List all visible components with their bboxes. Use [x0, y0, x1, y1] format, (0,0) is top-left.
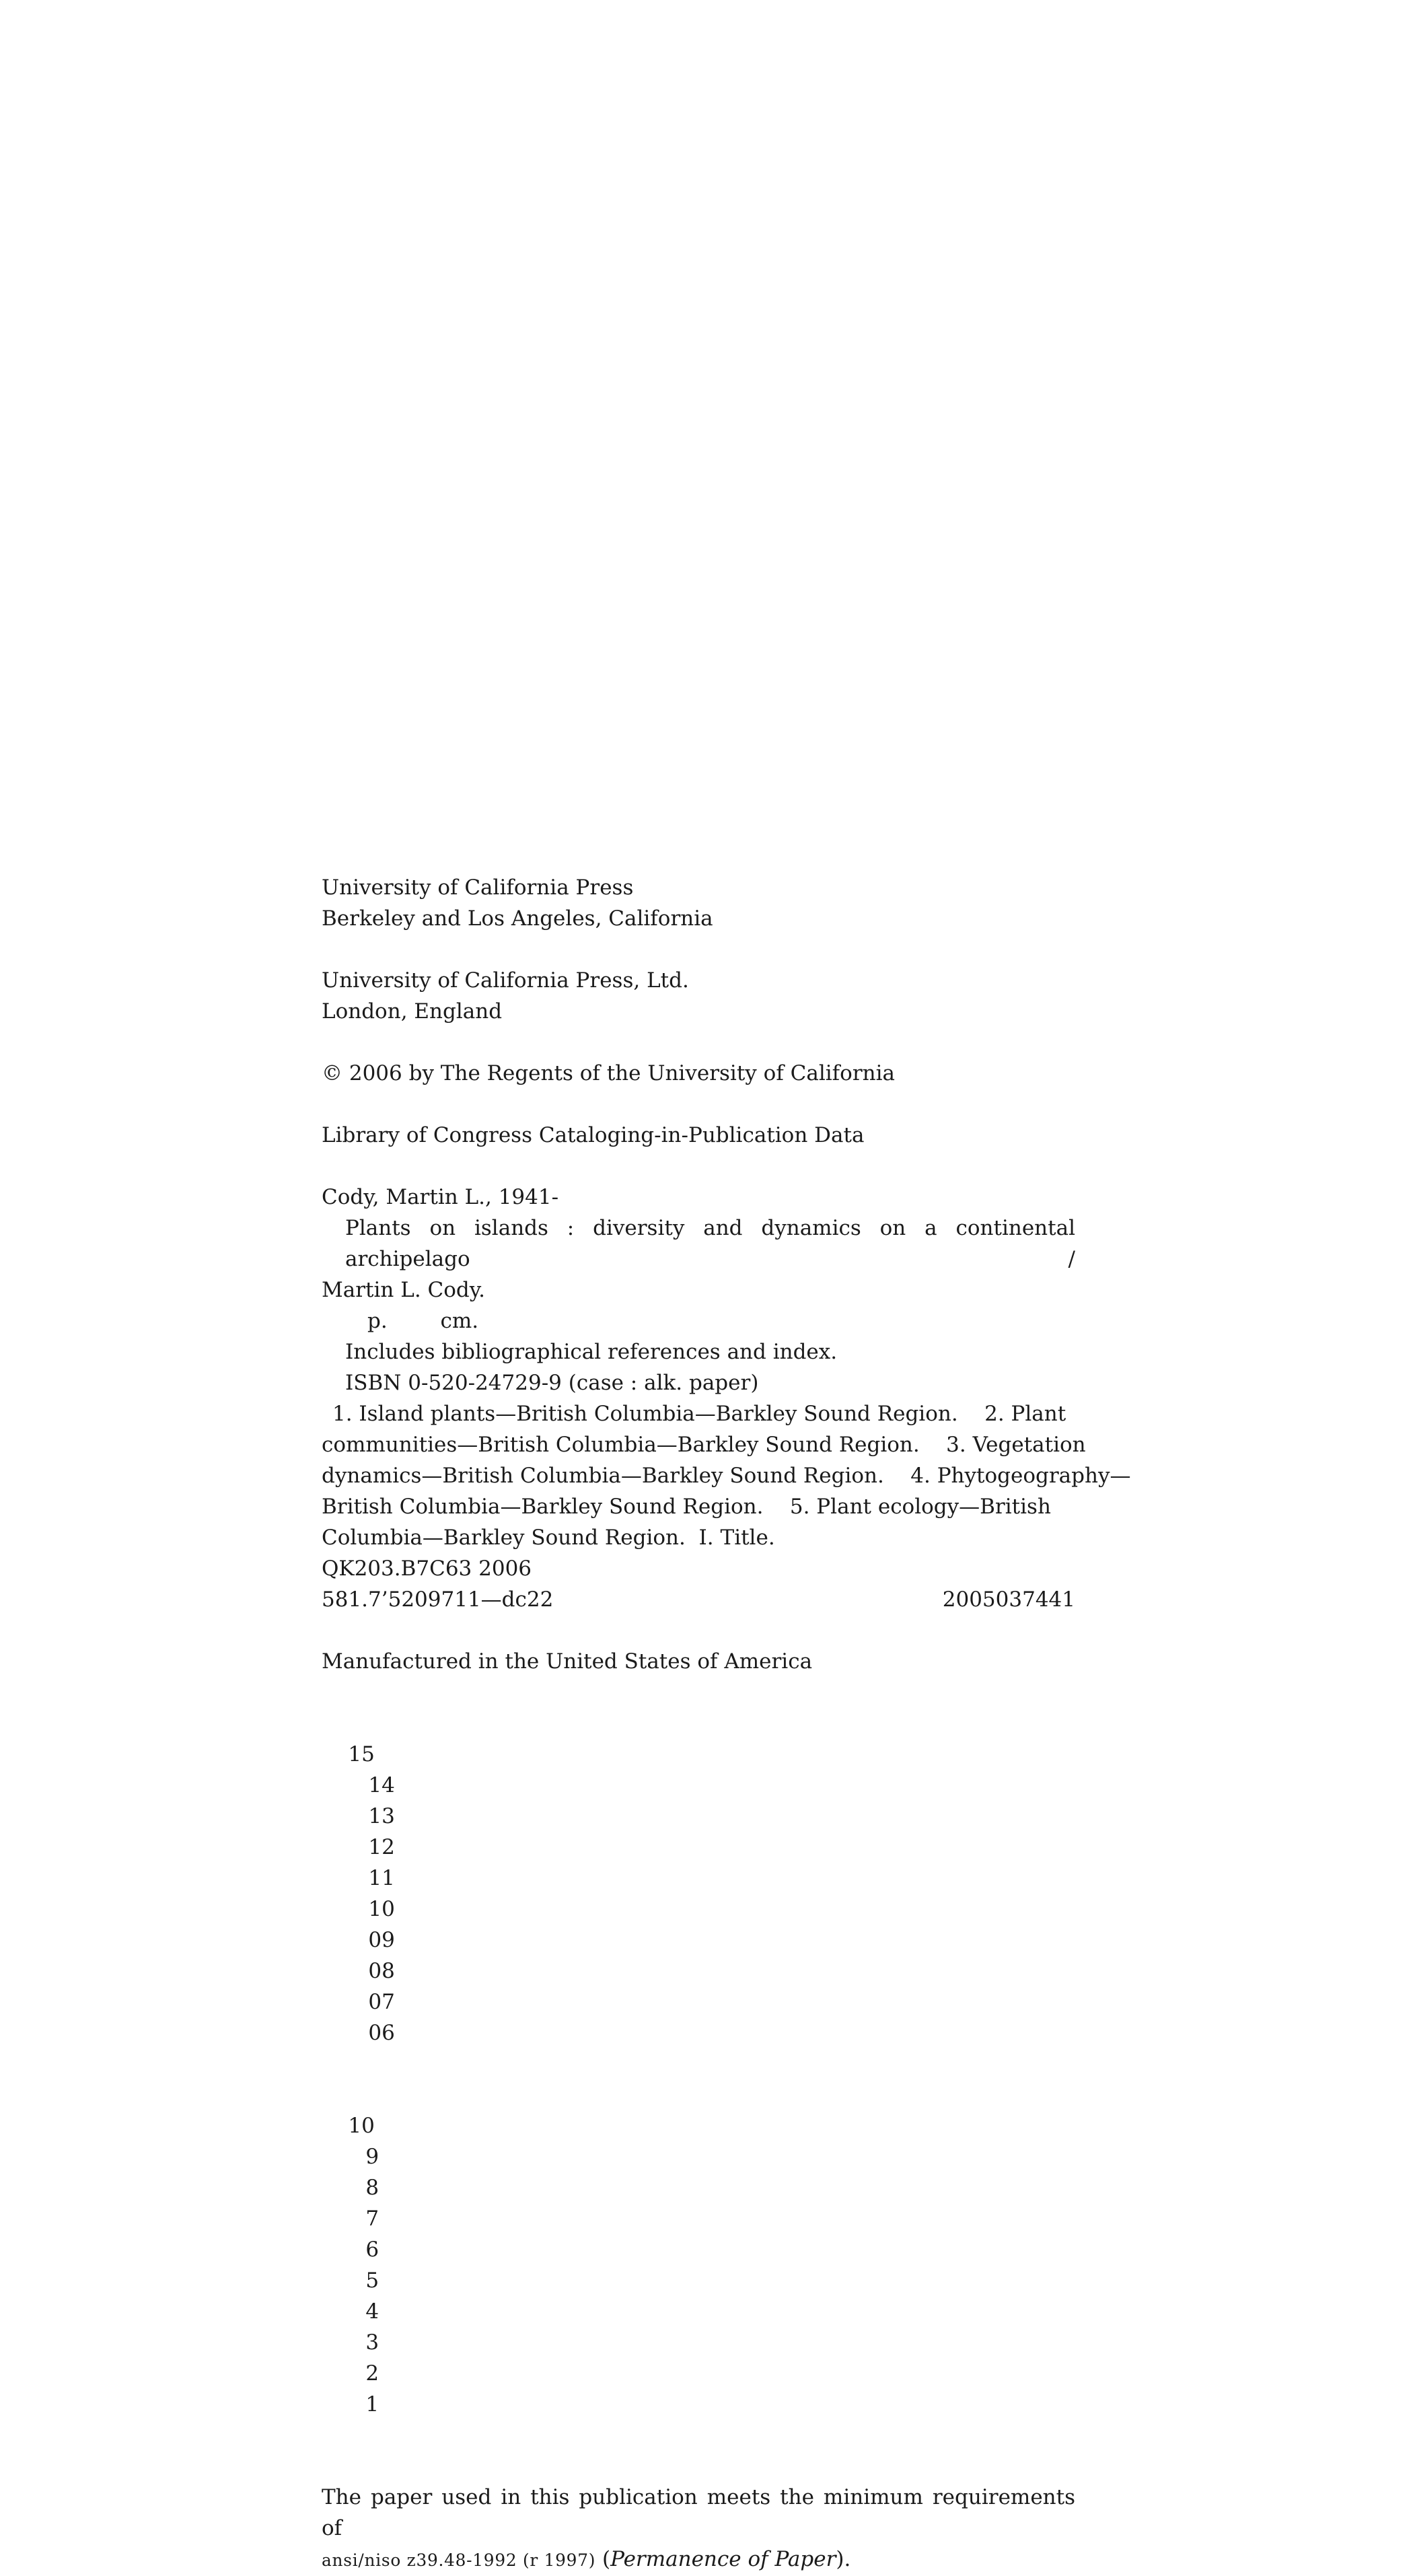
cip-classification-row	[322, 1584, 1075, 1615]
printing-number: 9	[365, 2145, 379, 2169]
cip-subject-line: dynamics—British Columbia—Barkley Sound Region. 4. Phytogeography—	[322, 1464, 1131, 1488]
printing-year: 08	[368, 1959, 395, 1983]
printing-year: 11	[368, 1866, 395, 1890]
publisher-location: Berkeley and Los Angeles, California	[322, 906, 713, 931]
publisher-uk-location: London, England	[322, 999, 503, 1024]
printing-number: 5	[365, 2268, 379, 2293]
cip-heading: Library of Congress Cataloging-in-Publication Data	[322, 1123, 865, 1147]
cip-pages: p. cm.	[367, 1309, 479, 1333]
cip-isbn: ISBN 0-520-24729-9 (case : alk. paper)	[345, 1371, 759, 1395]
spacer	[322, 1151, 1075, 1182]
manufactured-notice: Manufactured in the United States of America	[322, 1649, 813, 1674]
cip-title-line-1: Plants on islands : diversity and dynamics on a continental archipelago /	[345, 1216, 1075, 1271]
cip-subject-line: British Columbia—Barkley Sound Region. 5. Plant ecology—British	[322, 1495, 1051, 1519]
publisher-name: University of California Press	[322, 875, 634, 900]
cip-subject-line: Columbia—Barkley Sound Region. I. Title.	[322, 1526, 775, 1550]
cip-subject-line: 1. Island plants—British Columbia—Barkley Sound Region. 2. Plant	[332, 1402, 1066, 1426]
spacer	[322, 1027, 1075, 1058]
copyright-page-block	[322, 872, 1131, 2576]
printing-years-row	[322, 1708, 1075, 2079]
paper-close: ).	[836, 2547, 851, 2571]
printing-year: 12	[368, 1835, 395, 1859]
cip-title-line-2: Martin L. Cody.	[322, 1278, 486, 1302]
spacer	[322, 1615, 1075, 1646]
publisher-uk-name: University of California Press, Ltd.	[322, 968, 689, 993]
printing-year: 06	[368, 2021, 395, 2045]
printing-number: 4	[365, 2299, 379, 2324]
printing-number: 7	[365, 2207, 379, 2231]
printing-number: 2	[365, 2361, 379, 2386]
spacer	[322, 2451, 1075, 2482]
printing-number: 10	[348, 2114, 375, 2138]
copyright-notice: © 2006 by The Regents of the University of California	[322, 1061, 896, 1085]
cip-record	[322, 1182, 1131, 1615]
printing-year: 10	[368, 1897, 395, 1921]
cip-call-number: QK203.B7C63 2006	[322, 1557, 532, 1581]
printing-numbers-row	[322, 2079, 1075, 2451]
cip-lccn: 2005037441	[942, 1587, 1075, 1612]
printing-year: 13	[368, 1804, 395, 1828]
printing-year: 09	[368, 1928, 395, 1952]
spacer	[322, 934, 1075, 965]
cip-author: Cody, Martin L., 1941-	[322, 1185, 559, 1209]
spacer	[322, 1677, 1075, 1708]
cip-includes: Includes bibliographical references and index.	[345, 1340, 838, 1364]
spacer	[322, 1089, 1075, 1120]
paper-note-line-1: The paper used in this publication meets the minimum requirements of	[322, 2485, 1075, 2540]
cip-dewey: 581.7’5209711—dc22	[322, 1587, 554, 1612]
paper-standard: ansi/niso z39.48-1992 (r 1997)	[322, 2550, 596, 2570]
printing-number: 8	[365, 2176, 379, 2200]
printing-year: 14	[368, 1773, 395, 1797]
printing-number: 6	[365, 2238, 379, 2262]
paper-title: Permanence of Paper	[610, 2547, 836, 2571]
printing-number: 3	[365, 2330, 379, 2355]
paper-note-line-2	[322, 2544, 1075, 2576]
printing-year: 15	[348, 1742, 375, 1766]
printing-number: 1	[365, 2392, 379, 2417]
printing-year: 07	[368, 1990, 395, 2014]
paper-open-paren: (	[602, 2547, 611, 2571]
cip-subject-line: communities—British Columbia—Barkley Sound Region. 3. Vegetation	[322, 1433, 1086, 1457]
